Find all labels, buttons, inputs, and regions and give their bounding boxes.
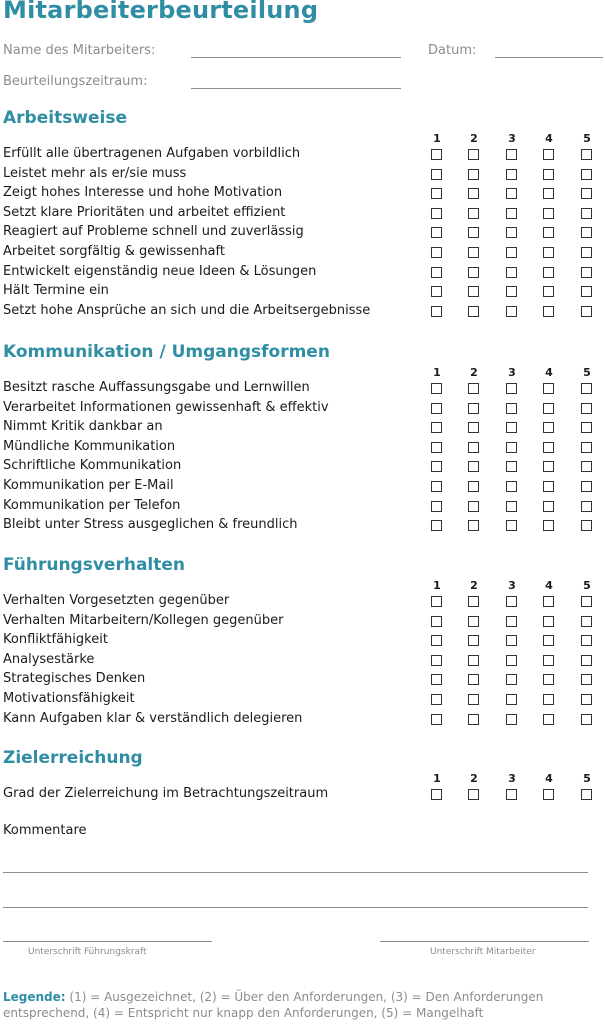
rating-checkbox-3[interactable] xyxy=(506,442,517,453)
criterion-label: Verarbeitet Informationen gewissenhaft & effektiv xyxy=(3,399,329,415)
rating-checkbox-2[interactable] xyxy=(468,267,479,278)
rating-checkbox-2[interactable] xyxy=(468,306,479,317)
rating-checkbox-4[interactable] xyxy=(543,267,554,278)
rating-checkbox-1[interactable] xyxy=(431,227,442,238)
rating-checkbox-2[interactable] xyxy=(468,286,479,297)
criterion-label: Grad der Zielerreichung im Betrachtungszeitraum xyxy=(3,786,329,801)
rating-checkbox-5[interactable] xyxy=(581,789,592,800)
rating-checkbox-4[interactable] xyxy=(543,616,554,627)
employee-signature-line[interactable] xyxy=(380,941,589,942)
scale-header-1: 1 xyxy=(433,132,441,145)
rating-checkbox-4[interactable] xyxy=(543,501,554,512)
comments-label: Kommentare xyxy=(3,823,87,838)
rating-checkbox-2[interactable] xyxy=(468,461,479,472)
section-title: Kommunikation / Umgangsformen xyxy=(3,342,330,362)
review-period-field[interactable] xyxy=(191,88,401,89)
rating-checkbox-2[interactable] xyxy=(468,501,479,512)
rating-checkbox-4[interactable] xyxy=(543,481,554,492)
rating-checkbox-5[interactable] xyxy=(581,635,592,646)
page-title: Mitarbeiterbeurteilung xyxy=(3,0,319,24)
rating-checkbox-2[interactable] xyxy=(468,674,479,685)
scale-header-2: 2 xyxy=(470,772,478,785)
rating-checkbox-2[interactable] xyxy=(468,403,479,414)
rating-checkbox-1[interactable] xyxy=(431,208,442,219)
scale-header-5: 5 xyxy=(583,579,591,592)
criterion-label: Zeigt hohes Interesse und hohe Motivation xyxy=(3,185,283,201)
rating-checkbox-4[interactable] xyxy=(543,422,554,433)
rating-checkbox-1[interactable] xyxy=(431,149,442,160)
rating-checkbox-2[interactable] xyxy=(468,227,479,238)
employee-signature-label: Unterschrift Mitarbeiter xyxy=(430,947,536,957)
rating-checkbox-5[interactable] xyxy=(581,520,592,531)
rating-checkbox-5[interactable] xyxy=(581,149,592,160)
rating-checkbox-5[interactable] xyxy=(581,442,592,453)
rating-checkbox-1[interactable] xyxy=(431,442,442,453)
rating-checkbox-1[interactable] xyxy=(431,403,442,414)
rating-checkbox-3[interactable] xyxy=(506,422,517,433)
review-period-label: Beurteilungszeitraum: xyxy=(3,74,148,89)
rating-checkbox-3[interactable] xyxy=(506,227,517,238)
rating-checkbox-2[interactable] xyxy=(468,596,479,607)
criterion-label: Erfüllt alle übertragenen Aufgaben vorbildlich xyxy=(3,146,301,161)
scale-header-5: 5 xyxy=(583,366,591,379)
scale-header-3: 3 xyxy=(508,132,516,145)
criterion-label: Bleibt unter Stress ausgeglichen & freundlich xyxy=(3,517,298,533)
rating-checkbox-2[interactable] xyxy=(468,442,479,453)
rating-checkbox-1[interactable] xyxy=(431,247,442,258)
rating-checkbox-1[interactable] xyxy=(431,674,442,685)
rating-checkbox-1[interactable] xyxy=(431,188,442,199)
rating-checkbox-5[interactable] xyxy=(581,655,592,666)
rating-checkbox-1[interactable] xyxy=(431,306,442,317)
criterion-label: Besitzt rasche Auffassungsgabe und Lernwillen xyxy=(3,380,310,395)
rating-checkbox-4[interactable] xyxy=(543,306,554,317)
date-field[interactable] xyxy=(495,57,603,58)
rating-checkbox-1[interactable] xyxy=(431,422,442,433)
rating-checkbox-4[interactable] xyxy=(543,461,554,472)
criterion-label: Hält Termine ein xyxy=(3,283,109,299)
rating-checkbox-4[interactable] xyxy=(543,208,554,219)
criterion-label: Kommunikation per Telefon xyxy=(3,497,181,513)
criterion-label: Kommunikation per E-Mail xyxy=(3,478,174,493)
rating-checkbox-5[interactable] xyxy=(581,714,592,725)
rating-checkbox-4[interactable] xyxy=(543,286,554,297)
rating-checkbox-5[interactable] xyxy=(581,247,592,258)
rating-checkbox-4[interactable] xyxy=(543,635,554,646)
scale-header-2: 2 xyxy=(470,579,478,592)
criterion-label: Leistet mehr als er/sie muss xyxy=(3,165,187,181)
scale-header-3: 3 xyxy=(508,772,516,785)
rating-checkbox-5[interactable] xyxy=(581,267,592,278)
rating-checkbox-3[interactable] xyxy=(506,501,517,512)
manager-signature-line[interactable] xyxy=(3,941,212,942)
scale-header-1: 1 xyxy=(433,772,441,785)
rating-checkbox-3[interactable] xyxy=(506,247,517,258)
rating-checkbox-3[interactable] xyxy=(506,635,517,646)
comment-line-1[interactable] xyxy=(3,872,588,873)
criterion-label: Kann Aufgaben klar & verständlich delegieren xyxy=(3,710,303,726)
rating-checkbox-2[interactable] xyxy=(468,422,479,433)
rating-checkbox-5[interactable] xyxy=(581,403,592,414)
rating-checkbox-1[interactable] xyxy=(431,481,442,492)
rating-checkbox-3[interactable] xyxy=(506,149,517,160)
rating-checkbox-2[interactable] xyxy=(468,714,479,725)
criterion-label: Nimmt Kritik dankbar an xyxy=(3,419,163,435)
criterion-label: Mündliche Kommunikation xyxy=(3,438,176,454)
rating-checkbox-2[interactable] xyxy=(468,655,479,666)
rating-checkbox-5[interactable] xyxy=(581,169,592,180)
rating-checkbox-5[interactable] xyxy=(581,306,592,317)
scale-header-3: 3 xyxy=(508,366,516,379)
rating-checkbox-3[interactable] xyxy=(506,286,517,297)
rating-checkbox-3[interactable] xyxy=(506,694,517,705)
rating-checkbox-3[interactable] xyxy=(506,403,517,414)
rating-checkbox-5[interactable] xyxy=(581,674,592,685)
rating-checkbox-4[interactable] xyxy=(543,674,554,685)
rating-checkbox-1[interactable] xyxy=(431,714,442,725)
scale-header-2: 2 xyxy=(470,366,478,379)
rating-checkbox-1[interactable] xyxy=(431,501,442,512)
section-title: Arbeitsweise xyxy=(3,108,128,128)
rating-checkbox-3[interactable] xyxy=(506,616,517,627)
rating-checkbox-3[interactable] xyxy=(506,655,517,666)
rating-checkbox-4[interactable] xyxy=(543,694,554,705)
scale-header-1: 1 xyxy=(433,579,441,592)
rating-checkbox-4[interactable] xyxy=(543,596,554,607)
rating-checkbox-2[interactable] xyxy=(468,789,479,800)
rating-checkbox-5[interactable] xyxy=(581,596,592,607)
section-title: Zielerreichung xyxy=(3,748,143,768)
criterion-label: Entwickelt eigenständig neue Ideen & Lösungen xyxy=(3,263,317,279)
scale-header-5: 5 xyxy=(583,132,591,145)
employee-name-field[interactable] xyxy=(191,57,401,58)
comment-line-2[interactable] xyxy=(3,907,588,908)
rating-checkbox-3[interactable] xyxy=(506,188,517,199)
rating-checkbox-4[interactable] xyxy=(543,383,554,394)
rating-checkbox-1[interactable] xyxy=(431,635,442,646)
rating-checkbox-1[interactable] xyxy=(431,383,442,394)
rating-checkbox-1[interactable] xyxy=(431,655,442,666)
criterion-label: Setzt klare Prioritäten und arbeitet effizient xyxy=(3,204,286,220)
rating-checkbox-4[interactable] xyxy=(543,714,554,725)
scale-header-5: 5 xyxy=(583,772,591,785)
criterion-label: Arbeitet sorgfältig & gewissenhaft xyxy=(3,244,225,259)
rating-checkbox-2[interactable] xyxy=(468,383,479,394)
rating-checkbox-2[interactable] xyxy=(468,635,479,646)
rating-checkbox-2[interactable] xyxy=(468,149,479,160)
criterion-label: Reagiert auf Probleme schnell und zuverlässig xyxy=(3,224,304,240)
legend xyxy=(3,989,603,1021)
rating-checkbox-5[interactable] xyxy=(581,501,592,512)
rating-checkbox-2[interactable] xyxy=(468,208,479,219)
rating-checkbox-2[interactable] xyxy=(468,616,479,627)
rating-checkbox-5[interactable] xyxy=(581,208,592,219)
scale-header-2: 2 xyxy=(470,132,478,145)
rating-checkbox-3[interactable] xyxy=(506,267,517,278)
rating-checkbox-2[interactable] xyxy=(468,247,479,258)
rating-checkbox-5[interactable] xyxy=(581,461,592,472)
rating-checkbox-3[interactable] xyxy=(506,306,517,317)
rating-checkbox-3[interactable] xyxy=(506,383,517,394)
rating-checkbox-4[interactable] xyxy=(543,520,554,531)
scale-header-1: 1 xyxy=(433,366,441,379)
rating-checkbox-5[interactable] xyxy=(581,422,592,433)
rating-checkbox-1[interactable] xyxy=(431,616,442,627)
rating-checkbox-1[interactable] xyxy=(431,461,442,472)
rating-checkbox-5[interactable] xyxy=(581,383,592,394)
criterion-label: Verhalten Mitarbeitern/Kollegen gegenüber xyxy=(3,612,284,628)
rating-checkbox-4[interactable] xyxy=(543,655,554,666)
rating-checkbox-3[interactable] xyxy=(506,789,517,800)
rating-checkbox-2[interactable] xyxy=(468,188,479,199)
criterion-label: Analysestärke xyxy=(3,651,95,667)
legend-label: Legende: xyxy=(3,990,66,1004)
rating-checkbox-4[interactable] xyxy=(543,247,554,258)
scale-header-4: 4 xyxy=(545,579,553,592)
rating-checkbox-1[interactable] xyxy=(431,520,442,531)
rating-checkbox-4[interactable] xyxy=(543,403,554,414)
rating-checkbox-4[interactable] xyxy=(543,149,554,160)
scale-header-4: 4 xyxy=(545,772,553,785)
rating-checkbox-5[interactable] xyxy=(581,188,592,199)
rating-checkbox-1[interactable] xyxy=(431,694,442,705)
rating-checkbox-2[interactable] xyxy=(468,520,479,531)
rating-checkbox-3[interactable] xyxy=(506,596,517,607)
rating-checkbox-1[interactable] xyxy=(431,596,442,607)
rating-checkbox-3[interactable] xyxy=(506,520,517,531)
criterion-label: Motivationsfähigkeit xyxy=(3,691,135,706)
rating-checkbox-3[interactable] xyxy=(506,461,517,472)
rating-checkbox-1[interactable] xyxy=(431,286,442,297)
scale-header-3: 3 xyxy=(508,579,516,592)
scale-header-4: 4 xyxy=(545,366,553,379)
rating-checkbox-3[interactable] xyxy=(506,481,517,492)
legend-text: (1) = Ausgezeichnet, (2) = Über den Anforderungen, (3) = Den Anforderungen entsprechend, (4) = Entspricht nur knapp den Anforderungen, (5) = Mangelhaft xyxy=(3,990,544,1020)
rating-checkbox-5[interactable] xyxy=(581,227,592,238)
rating-checkbox-4[interactable] xyxy=(543,227,554,238)
rating-checkbox-5[interactable] xyxy=(581,286,592,297)
rating-checkbox-4[interactable] xyxy=(543,188,554,199)
rating-checkbox-4[interactable] xyxy=(543,169,554,180)
criterion-label: Verhalten Vorgesetzten gegenüber xyxy=(3,593,230,608)
employee-name-label: Name des Mitarbeiters: xyxy=(3,43,156,58)
rating-checkbox-5[interactable] xyxy=(581,616,592,627)
criterion-label: Strategisches Denken xyxy=(3,671,146,687)
rating-checkbox-3[interactable] xyxy=(506,169,517,180)
rating-checkbox-3[interactable] xyxy=(506,208,517,219)
rating-checkbox-2[interactable] xyxy=(468,169,479,180)
scale-header-4: 4 xyxy=(545,132,553,145)
section-title: Führungsverhalten xyxy=(3,555,186,575)
rating-checkbox-5[interactable] xyxy=(581,481,592,492)
manager-signature-label: Unterschrift Führungskraft xyxy=(28,947,147,957)
criterion-label: Schriftliche Kommunikation xyxy=(3,458,182,474)
rating-checkbox-1[interactable] xyxy=(431,169,442,180)
date-label: Datum: xyxy=(428,43,477,58)
criterion-label: Konfliktfähigkeit xyxy=(3,632,108,648)
rating-checkbox-2[interactable] xyxy=(468,481,479,492)
rating-checkbox-3[interactable] xyxy=(506,714,517,725)
rating-checkbox-5[interactable] xyxy=(581,694,592,705)
rating-checkbox-4[interactable] xyxy=(543,789,554,800)
criterion-label: Setzt hohe Ansprüche an sich und die Arbeitsergebnisse xyxy=(3,302,371,318)
rating-checkbox-4[interactable] xyxy=(543,442,554,453)
rating-checkbox-3[interactable] xyxy=(506,674,517,685)
rating-checkbox-2[interactable] xyxy=(468,694,479,705)
rating-checkbox-1[interactable] xyxy=(431,267,442,278)
rating-checkbox-1[interactable] xyxy=(431,789,442,800)
